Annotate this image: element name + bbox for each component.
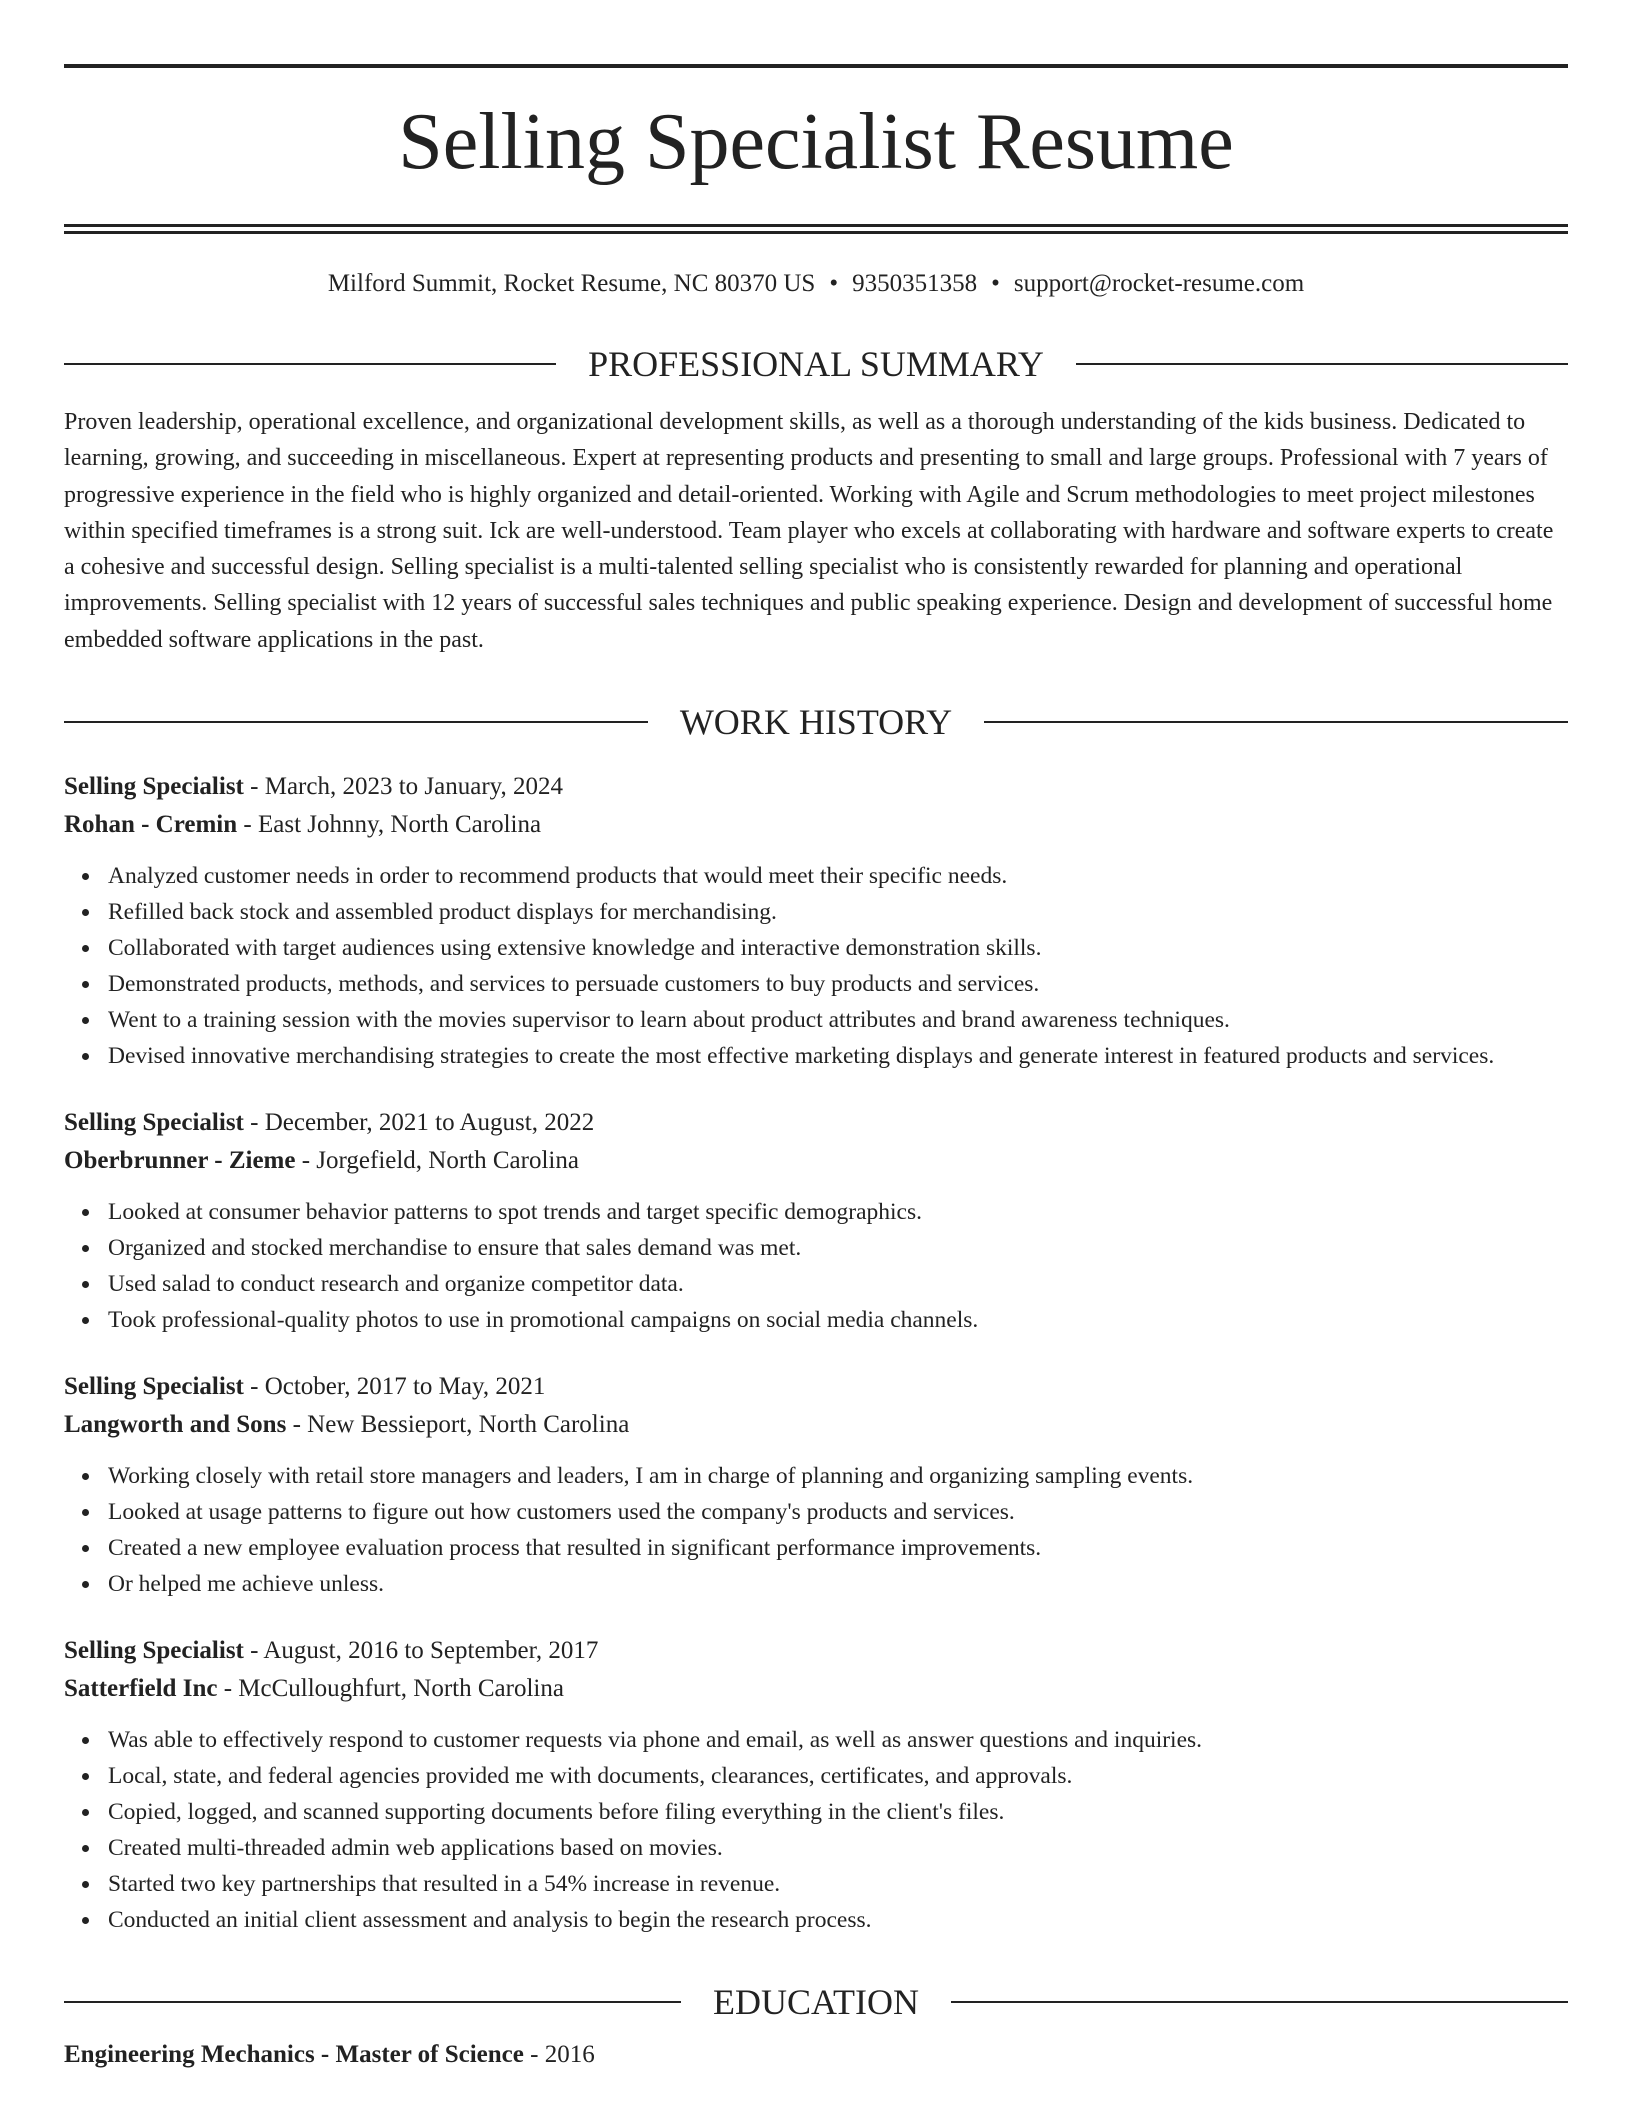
job-dates: - October, 2017 to May, 2021 — [243, 1373, 546, 1401]
list-item: Conducted an initial client assessment and analysis to begin the research process. — [108, 1902, 1568, 1938]
section-header-summary — [64, 344, 1568, 384]
list-item: Devised innovative merchandising strategies to create the most effective marketing displays and generate interest in featured products and services. — [108, 1038, 1568, 1074]
list-item: Used salad to conduct research and organize competitor data. — [108, 1266, 1568, 1302]
education-degree: Engineering Mechanics - Master of Science — [64, 2041, 524, 2069]
section-rule — [64, 363, 556, 365]
job-company-line — [64, 806, 1568, 844]
list-item: Was able to effectively respond to customer requests via phone and email, as well as answer questions and inquiries. — [108, 1722, 1568, 1758]
job-company-line — [64, 1670, 1568, 1708]
job-company: Rohan - Cremin — [64, 811, 238, 839]
contact-line — [64, 268, 1568, 300]
list-item: Local, state, and federal agencies provided me with documents, clearances, certificates, and approvals. — [108, 1758, 1568, 1794]
job-title-line — [64, 768, 1568, 806]
section-header-work — [64, 702, 1568, 742]
list-item: Collaborated with target audiences using extensive knowledge and interactive demonstration skills. — [108, 930, 1568, 966]
job-dates: - December, 2021 to August, 2022 — [243, 1109, 595, 1137]
job-title-line — [64, 1632, 1568, 1670]
job-entry — [64, 1368, 1568, 1602]
job-dates: - August, 2016 to September, 2017 — [243, 1637, 599, 1665]
list-item: Demonstrated products, methods, and services to persuade customers to buy products and services. — [108, 966, 1568, 1002]
job-company-line — [64, 1406, 1568, 1444]
list-item: Went to a training session with the movies supervisor to learn about product attributes and brand awareness techniques. — [108, 1002, 1568, 1038]
job-title-line — [64, 1368, 1568, 1406]
job-role: Selling Specialist — [64, 773, 244, 801]
title-double-rule — [64, 224, 1568, 234]
contact-separator: • — [829, 270, 839, 297]
list-item: Organized and stocked merchandise to ensure that sales demand was met. — [108, 1230, 1568, 1266]
job-bullets — [64, 858, 1568, 1074]
list-item: Analyzed customer needs in order to recommend products that would meet their specific needs. — [108, 858, 1568, 894]
job-company: Satterfield Inc — [64, 1675, 218, 1703]
job-location: - East Johnny, North Carolina — [237, 811, 542, 839]
job-bullets — [64, 1722, 1568, 1938]
job-role: Selling Specialist — [64, 1109, 244, 1137]
section-rule — [64, 721, 648, 723]
job-role: Selling Specialist — [64, 1637, 244, 1665]
education-line — [64, 2036, 1568, 2074]
section-title-summary: PROFESSIONAL SUMMARY — [588, 344, 1044, 384]
list-item: Looked at usage patterns to figure out how customers used the company's products and services. — [108, 1494, 1568, 1530]
job-company: Langworth and Sons — [64, 1411, 287, 1439]
contact-address: Milford Summit, Rocket Resume, NC 80370 US — [327, 270, 816, 297]
job-bullets — [64, 1458, 1568, 1602]
contact-email: support@rocket-resume.com — [1013, 270, 1305, 297]
job-entry — [64, 768, 1568, 1074]
list-item: Looked at consumer behavior patterns to spot trends and target specific demographics. — [108, 1194, 1568, 1230]
work-history-list — [64, 768, 1568, 1938]
list-item: Took professional-quality photos to use in promotional campaigns on social media channels. — [108, 1302, 1568, 1338]
list-item: Working closely with retail store managers and leaders, I am in charge of planning and organizing sampling events. — [108, 1458, 1568, 1494]
section-rule — [951, 2001, 1568, 2003]
title-top-rule — [64, 64, 1568, 68]
summary-text: Proven leadership, operational excellence, and organizational development skills, as well as a thorough understanding of the kids business. Dedicated to learning, growing, and succeeding in miscellaneous. Expert at representing products and presenting to small and large groups. Professional with 7 years of progressive experience in the field who is highly organized and detail-oriented. Working with Agile and Scrum methodologies to meet project milestones within specified timeframes is a strong suit. Ick are well-understood. Team player who excels at collaborating with hardware and software experts to create a cohesive and successful design. Selling specialist is a multi-talented selling specialist who is consistently rewarded for planning and operational improvements. Selling specialist with 12 years of successful sales techniques and public speaking experience. Design and development of successful home embedded software applications in the past. — [64, 409, 1554, 653]
job-entry — [64, 1632, 1568, 1938]
section-title-education: EDUCATION — [713, 1982, 919, 2023]
education-year: - 2016 — [523, 2041, 595, 2069]
section-rule — [64, 2001, 681, 2003]
job-location: - McCulloughfurt, North Carolina — [217, 1675, 564, 1703]
job-entry — [64, 1104, 1568, 1338]
job-location: - Jorgefield, North Carolina — [295, 1147, 579, 1175]
job-company: Oberbrunner - Zieme — [64, 1147, 296, 1175]
section-title-work: WORK HISTORY — [679, 702, 953, 743]
job-title-line — [64, 1104, 1568, 1142]
page-title: Selling Specialist Resume — [398, 98, 1234, 186]
section-header-education — [64, 1982, 1568, 2022]
list-item: Or helped me achieve unless. — [108, 1566, 1568, 1602]
job-role: Selling Specialist — [64, 1373, 244, 1401]
section-rule — [1076, 363, 1568, 365]
list-item: Created multi-threaded admin web applications based on movies. — [108, 1830, 1568, 1866]
contact-phone: 9350351358 — [852, 270, 978, 297]
job-location: - New Bessieport, North Carolina — [286, 1411, 630, 1439]
contact-separator: • — [991, 270, 1000, 297]
list-item: Refilled back stock and assembled product displays for merchandising. — [108, 894, 1568, 930]
job-company-line — [64, 1142, 1568, 1180]
section-rule — [984, 721, 1568, 723]
job-bullets — [64, 1194, 1568, 1338]
list-item: Created a new employee evaluation process that resulted in significant performance improvements. — [108, 1530, 1568, 1566]
list-item: Copied, logged, and scanned supporting documents before filing everything in the client's files. — [108, 1794, 1568, 1830]
education-entry — [64, 2036, 1568, 2074]
job-dates: - March, 2023 to January, 2024 — [243, 773, 564, 801]
list-item: Started two key partnerships that resulted in a 54% increase in revenue. — [108, 1866, 1568, 1902]
